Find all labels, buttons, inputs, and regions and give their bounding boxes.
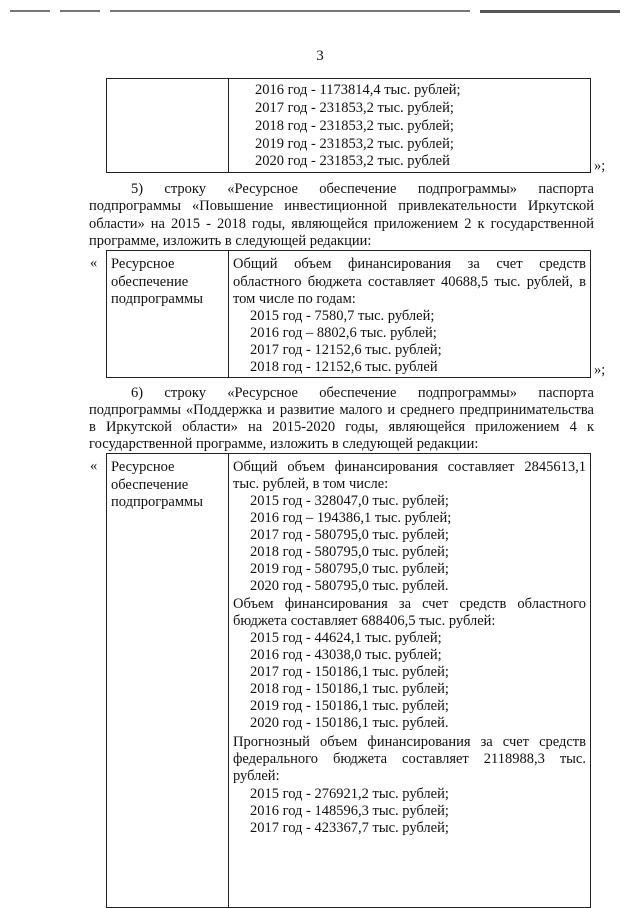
table1-close-quote: »; [594,158,606,174]
table3-federal-line: федерального бюджета составляет 2118988,3 тыс. [233,751,586,767]
table3-regional-year: 2016 год - 43038,0 тыс. рублей; [250,647,442,663]
table3-regional-year: 2019 год - 150186,1 тыс. рублей; [250,698,449,714]
table2-year-line: 2016 год – 8802,6 тыс. рублей; [250,325,437,341]
table1-year-line: 2018 год - 231853,2 тыс. рублей; [255,118,454,134]
table1-year-line: 2019 год - 231853,2 тыс. рублей; [255,136,454,152]
para5-line: подпрограммы «Повышение инвестиционной привлекательности Иркутской [89,198,594,214]
para6-line: в Иркутской области» на 2015-2020 годы, являющейся приложением 4 к [89,419,594,435]
para5-line: программе, изложить в следующей редакции: [89,233,372,249]
table3-regional-year: 2020 год - 150186,1 тыс. рублей. [250,715,449,731]
table3-label-line: обеспечение [111,477,189,493]
table3-regional-year: 2018 год - 150186,1 тыс. рублей; [250,681,449,697]
table3-federal-year: 2017 год - 423367,7 тыс. рублей; [250,820,449,836]
table2-body-line: областного бюджета составляет 40688,5 тыс. рублей, в [233,274,586,290]
table3-regional-year: 2015 год - 44624,1 тыс. рублей; [250,630,442,646]
para6-line: подпрограммы «Поддержка и развитие малого и среднего предпринимательства [89,402,594,418]
table3-open-quote: « [90,458,98,474]
table2-year-line: 2017 год - 12152,6 тыс. рублей; [250,342,442,358]
table2-close-quote: »; [594,362,606,378]
table3-total-year: 2019 год - 580795,0 тыс. рублей; [250,561,449,577]
table3-label-line: подпрограммы [111,494,203,510]
table3-total-line: Общий объем финансирования составляет 2845613,1 [233,459,586,475]
table3-total-year: 2015 год - 328047,0 тыс. рублей; [250,493,449,509]
table1-year-line: 2017 год - 231853,2 тыс. рублей; [255,100,454,116]
table3-federal-year: 2015 год - 276921,2 тыс. рублей; [250,786,449,802]
table3-total-year: 2020 год - 580795,0 тыс. рублей. [250,578,449,594]
para6-line: государственной программе, изложить в следующей редакции: [89,436,479,452]
table3-total-year: 2017 год - 580795,0 тыс. рублей; [250,527,449,543]
table2-year-line: 2018 год - 12152,6 тыс. рублей [250,359,438,375]
table3-regional-line: бюджета составляет 688406,5 тыс. рублей: [233,613,496,629]
table2-body-line: том числе по годам: [233,291,356,307]
table2-label-line: подпрограммы [111,291,203,307]
scan-edge-line [0,10,640,13]
table2-body-line: Общий объем финансирования за счет средств [233,256,586,272]
table3-total-year: 2016 год – 194386,1 тыс. рублей; [250,510,452,526]
table3-regional-year: 2017 год - 150186,1 тыс. рублей; [250,664,449,680]
table2-label-line: обеспечение [111,274,189,290]
table3-total-year: 2018 год - 580795,0 тыс. рублей; [250,544,449,560]
table3-regional-line: Объем финансирования за счет средств областного [233,596,586,612]
para5-line: области» на 2015 - 2018 годы, являющейся приложением 2 к государственной [89,216,594,232]
table3-federal-year: 2016 год - 148596,3 тыс. рублей; [250,803,449,819]
table2-label-line: Ресурсное [111,256,175,272]
para6-line: 6) строку «Ресурсное обеспечение подпрограммы» паспорта [131,385,594,401]
para5-line: 5) строку «Ресурсное обеспечение подпрограммы» паспорта [131,181,594,197]
page-number: 3 [316,48,324,64]
table3-federal-line: Прогнозный объем финансирования за счет средств [233,734,586,750]
table3-federal-line: рублей: [233,768,280,784]
table2-year-line: 2015 год - 7580,7 тыс. рублей; [250,308,435,324]
table3-label-line: Ресурсное [111,459,175,475]
table1-year-line: 2020 год - 231853,2 тыс. рублей [255,153,450,169]
table2-open-quote: « [90,255,98,271]
table3-total-line: тыс. рублей, в том числе: [233,476,389,492]
table1-year-line: 2016 год - 1173814,4 тыс. рублей; [255,82,461,98]
